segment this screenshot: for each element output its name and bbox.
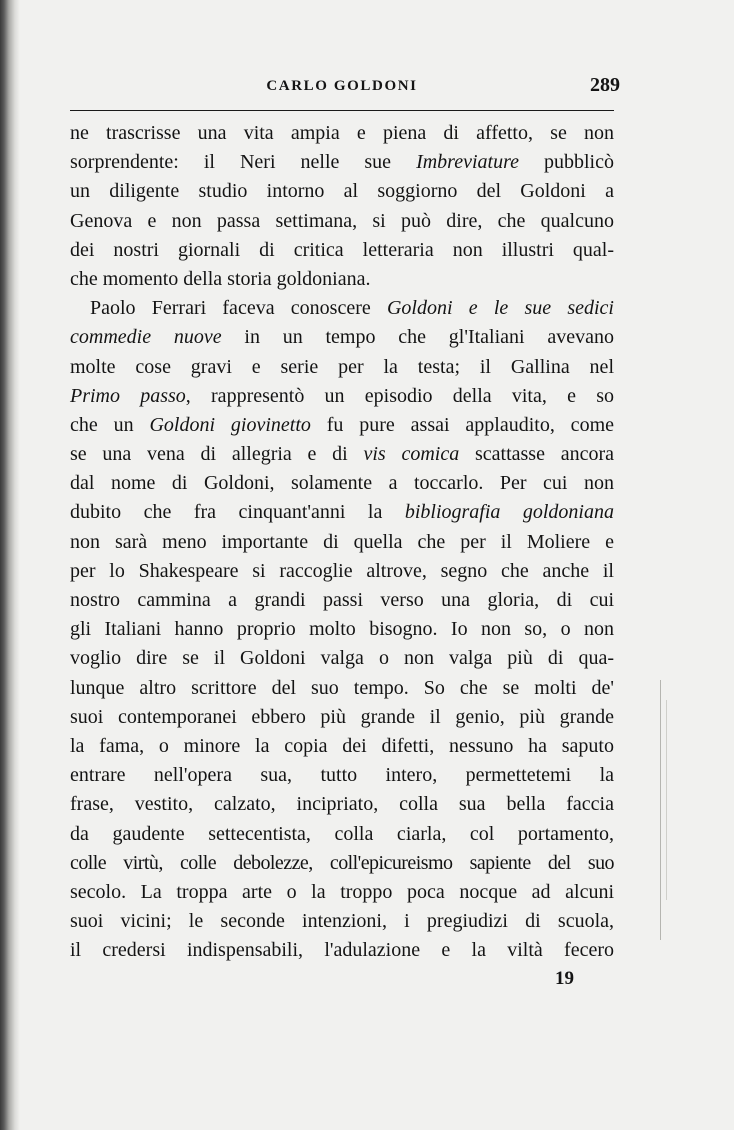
text-line: da gaudente settecentista, colla ciarla, col portamento,	[70, 822, 614, 845]
text-line: che un Goldoni giovinetto fu pure assai applaudito, come	[70, 413, 614, 436]
italic-title: Primo passo	[70, 384, 186, 407]
text-line: entrare nell'opera sua, tutto intero, permettetemi la	[70, 764, 614, 787]
italic-title: Imbreviature	[416, 151, 519, 174]
text-line: commedie nuove in un tempo che gl'Italiani avevano	[70, 326, 615, 349]
margin-mark	[666, 700, 667, 900]
text-line: sorprendente: il Neri nelle sue Imbreviature pubblicò	[70, 151, 614, 174]
text-line: dubito che fra cinquant'anni la bibliografia goldoniana	[70, 501, 614, 524]
italic-title: Goldoni e le sue sedici	[386, 297, 614, 320]
signature-mark: 19	[555, 968, 574, 989]
text-line: che momento della storia goldoniana.	[70, 267, 371, 290]
text-line: lunque altro scrittore del suo tempo. So che se molti de'	[70, 676, 614, 699]
text-line: dei nostri giornali di critica letteraria non illustri qual-	[70, 238, 614, 261]
running-head: CARLO GOLDONI	[266, 78, 418, 94]
header-rule	[70, 110, 614, 111]
italic-title: Goldoni giovinetto	[149, 413, 311, 436]
text-line: ne trascrisse una vita ampia e piena di affetto, se non	[70, 122, 614, 144]
text-line: la fama, o minore la copia dei difetti, nessuno ha saputo	[70, 734, 614, 757]
text-line: un diligente studio intorno al soggiorno del Goldoni a	[70, 180, 614, 203]
italic-phrase: vis comica	[363, 443, 460, 466]
page-header	[70, 74, 620, 104]
text-line: il credersi indispensabili, l'adulazione e la viltà fecero	[70, 939, 614, 962]
text-line: Paolo Ferrari faceva conoscere Goldoni e le sue sedici	[90, 297, 614, 320]
italic-phrase: bibliografia goldoniana	[404, 501, 614, 524]
margin-mark	[660, 680, 661, 940]
text-line: suoi contemporanei ebbero più grande il genio, più grande	[70, 705, 614, 728]
text-line: Genova e non passa settimana, si può dire, che qualcuno	[70, 209, 614, 232]
text-line: se una vena di allegria e di vis comica scattasse ancora	[70, 443, 614, 466]
page-number: 289	[590, 74, 620, 96]
body-text	[70, 119, 614, 965]
text-line: dal nome di Goldoni, solamente a toccarlo. Per cui non	[70, 472, 614, 495]
text-line: colle virtù, colle debolezze, coll'epicureismo sapiente del suo	[70, 851, 614, 874]
text-line: molte cose gravi e serie per la testa; il Gallina nel	[70, 355, 614, 378]
text-line: voglio dire se il Goldoni valga o non valga più di qua-	[70, 647, 614, 670]
text-line: per lo Shakespeare si raccoglie altrove, segno che anche il	[70, 559, 614, 582]
text-line: nostro cammina a grandi passi verso una gloria, di cui	[70, 589, 614, 611]
text-line: suoi vicini; le seconde intenzioni, i pregiudizi di scuola,	[70, 910, 614, 933]
binding-shadow	[0, 0, 20, 1130]
text-line: secolo. La troppa arte o la troppo poca nocque ad alcuni	[70, 880, 614, 903]
text-line: gli Italiani hanno proprio molto bisogno. Io non so, o non	[70, 618, 614, 641]
text-line: frase, vestito, calzato, incipriato, colla sua bella faccia	[70, 793, 614, 816]
text-line: Primo passo, rappresentò un episodio della vita, e so	[70, 384, 614, 407]
text-line: non sarà meno importante di quella che per il Moliere e	[70, 530, 614, 553]
italic-title: commedie nuove	[70, 326, 222, 349]
